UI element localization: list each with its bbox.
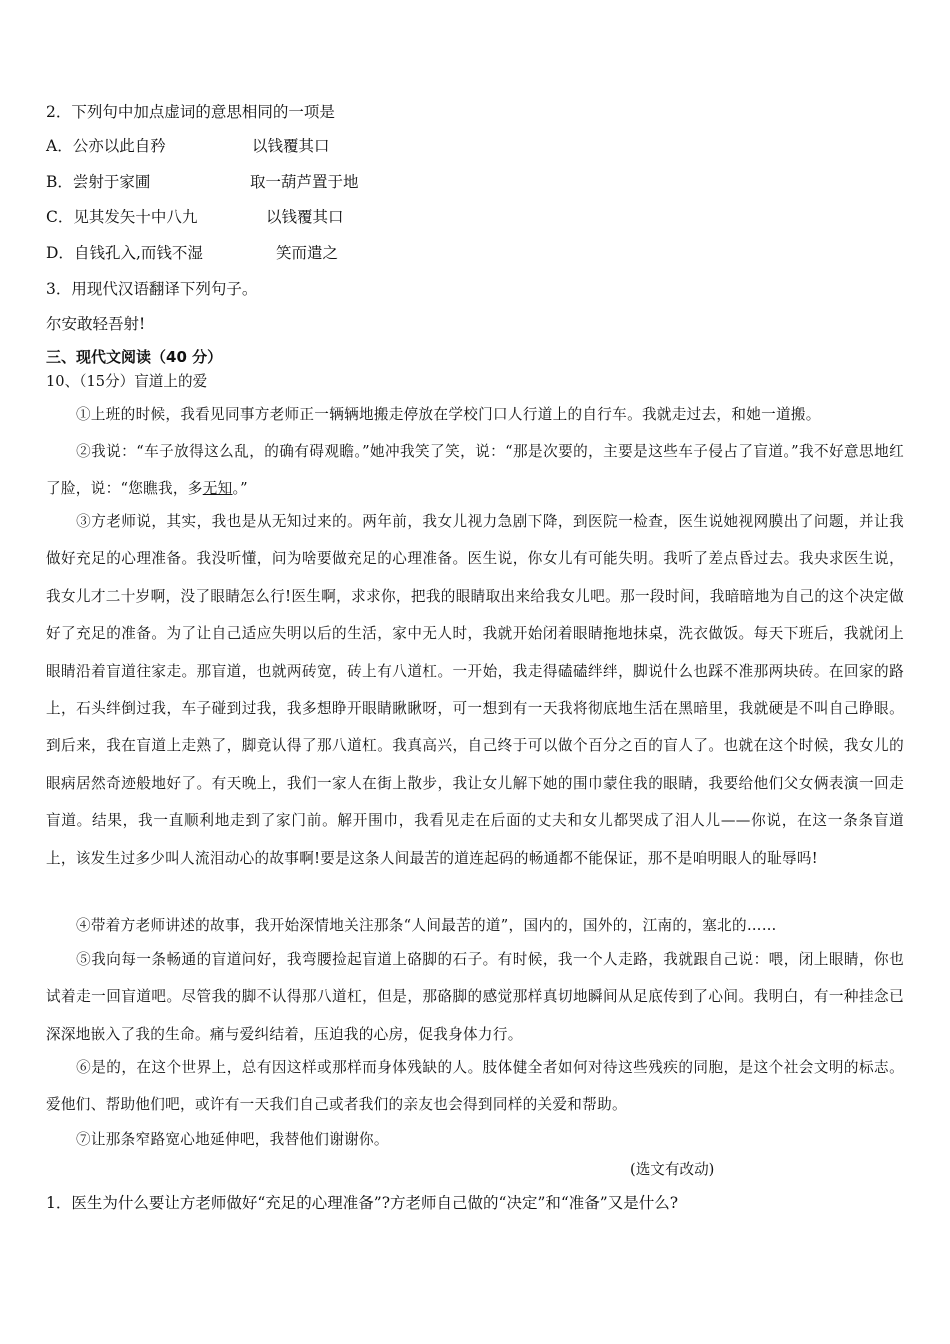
question-2-stem: 2．下列句中加点虚词的意思相同的一项是 [46,103,335,121]
option-label: C． [46,208,74,226]
passage-paragraph-2: ②我说：“车子放得这么乱，的确有碍观瞻。”她冲我笑了笑，说：“那是次要的，主要是这些车子侵占了盲道。”我不好意思地红了脸，说：“您瞧我，多无知。” [46,443,904,498]
question-3-sentence: 尔安敢轻吾射! [46,315,146,333]
option-phrase-1: 公亦以此自矜 [72,137,166,155]
option-label: A． [46,137,73,155]
passage-paragraph-7: ⑦让那条窄路宽心地延伸吧，我替他们谢谢你。 [76,1131,389,1148]
question-3-stem: 3．用现代汉语翻译下列句子。 [46,280,258,298]
section-heading: 三、现代文阅读（40 分） [46,348,223,366]
option-phrase-1: 自钱孔入,而钱不湿 [73,244,203,262]
option-a [46,136,166,156]
option-phrase-1: 见其发矢十中八九 [73,208,198,226]
passage-paragraph-1: ①上班的时候，我看见同事方老师正一辆辆地搬走停放在学校门口人行道上的自行车。我就走过去，和她一道搬。 [76,406,821,423]
passage-paragraph-3: ③方老师说，其实，我也是从无知过来的。两年前，我女儿视力急剧下降，到医院一检查，医生说她视网膜出了问题，并让我做好充足的心理准备。我没听懂，问为啥要做充足的心理准备。医生说，你女儿有可能失明。我听了差点昏过去。我央求医生说，我女儿才二十岁啊，没了眼睛怎么行!医生啊，求求你，把我的眼睛取出来给我女儿吧。那一段时间，我暗暗地为自己的这个决定做好了充足的准备。为了让自己适应失明以后的生活，家中无人时，我就开始闭着眼睛拖地抹桌，洗衣做饭。每天下班后，我就闭上眼睛沿着盲道往家走。那盲道，也就两砖宽，砖上有八道杠。一开始，我走得磕磕绊绊，脚说什么也踩不准那两块砖。在回家的路上，石头绊倒过我，车子碰到过我，我多想睁开眼睛瞅瞅呀，可一想到有一天我将彻底地生活在黑暗里，我就硬是不叫自己睁眼。到后来，我在盲道上走熟了，脚竟认得了那八道杠。我真高兴，自己终于可以做个百分之百的盲人了。也就在这个时候，我女儿的眼病居然奇迹般地好了。有天晚上，我们一家人在街上散步，我让女儿解下她的围巾蒙住我的眼睛，我要给他们父女俩表演一回走盲道。结果，我一直顺利地走到了家门前。解开围巾，我看见走在后面的丈夫和女儿都哭成了泪人儿——你说，在这一条条盲道上，该发生过多少叫人流泪动心的故事啊!要是这条人间最苦的道连起码的畅通都不能保证，那不是咱明眼人的耻辱吗! [46,513,904,867]
question-10-title: 10、（15分）盲道上的爱 [46,373,208,390]
option-label: D． [46,244,74,262]
passage-paragraph-6: ⑥是的，在这个世界上，总有因这样或那样而身体残缺的人。肢体健全者如何对待这些残疾的同胞，是这个社会文明的标志。爱他们、帮助他们吧，或许有一天我们自己或者我们的亲友也会得到同样的关爱和帮助。 [46,1059,904,1114]
option-b [46,172,150,192]
underlined-word: 无知 [202,480,233,498]
passage-paragraph-4: ④带着方老师讲述的故事，我开始深情地关注那条“人间最苦的道”，国内的，国外的，江南的，塞北的…… [76,917,777,934]
option-phrase-2: 笑而遣之 [276,244,339,262]
source-note: (选文有改动) [630,1161,715,1178]
option-phrase-2: 以钱覆其口 [266,208,344,226]
option-label: B． [46,173,73,191]
option-phrase-2: 取一葫芦置于地 [250,173,359,191]
option-phrase-1: 尝射于家圃 [72,173,151,191]
option-d [46,243,203,263]
option-phrase-2: 以钱覆其口 [252,137,330,155]
question-1-stem: 1．医生为什么要让方老师做好“充足的心理准备”?方老师自己做的“决定”和“准备”又是什么? [46,1194,679,1212]
passage-paragraph-5: ⑤我向每一条畅通的盲道问好，我弯腰捡起盲道上硌脚的石子。有时候，我一个人走路，我就跟自己说：喂，闭上眼睛，你也试着走一回盲道吧。尽管我的脚不认得那八道杠，但是，那硌脚的感觉那样真切地瞬间从足底传到了心间。我明白，有一种挂念已深深地嵌入了我的生命。痛与爱纠结着，压迫我的心房，促我身体力行。 [46,951,904,1043]
option-c [46,207,197,227]
